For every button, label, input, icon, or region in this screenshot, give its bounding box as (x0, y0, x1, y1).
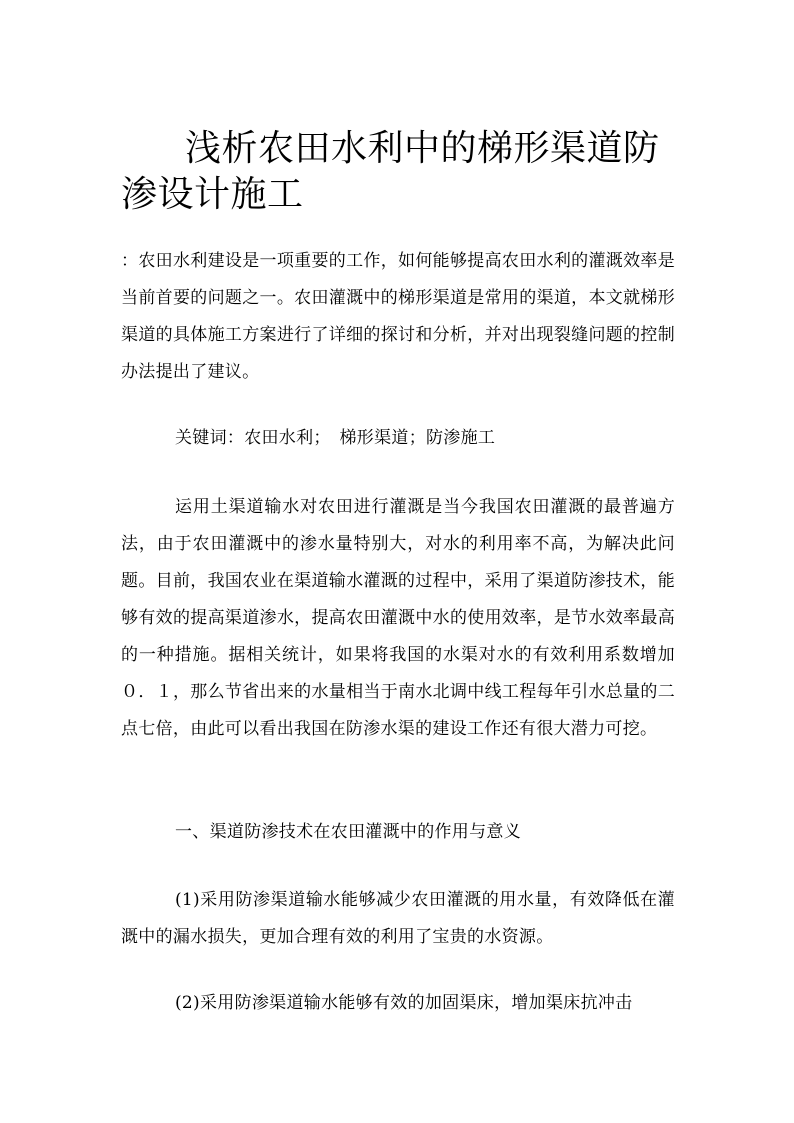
abstract-paragraph: ：农田水利建设是一项重要的工作，如何能够提高农田水利的灌溉效率是当前首要的问题之一。农田灌溉中的梯形渠道是常用的渠道，本文就梯形渠道的具体施工方案进行了详细的探讨和分析，并对出现裂缝问题的控制办法提出了建议。 (121, 251, 675, 382)
keywords-line: 关键词：农田水利； 梯形渠道；防渗施工 (175, 428, 496, 448)
document-title: 浅析农田水利中的梯形渠道防渗设计施工 (121, 128, 660, 215)
section-heading-1: 一、渠道防渗技术在农田灌溉中的作用与意义 (175, 822, 521, 842)
body-paragraph-1: 运用土渠道输水对农田进行灌溉是当今我国农田灌溉的最普遍方法，由于农田灌溉中的渗水量特别大，对水的利用率不高，为解决此问题。目前，我国农业在渠道输水灌溉的过程中，采用了渠道防渗技术，能够有效的提高渠道渗水，提高农田灌溉中水的使用效率，是节水效率最高的一种措施。据相关统计，如果将我国的水渠对水的有效利用系数增加０．１，那么节省出来的水量相当于南水北调中线工程每年引水总量的二点七倍，由此可以看出我国在防渗水渠的建设工作还有很大潜力可挖。 (121, 497, 675, 739)
body-paragraph-2: (1)采用防渗渠道输水能够减少农田灌溉的用水量，有效降低在灌溉中的漏水损失，更加合理有效的利用了宝贵的水资源。 (121, 890, 675, 947)
body-paragraph-3: (2)采用防渗渠道输水能够有效的加固渠床，增加渠床抗冲击 (175, 993, 633, 1013)
